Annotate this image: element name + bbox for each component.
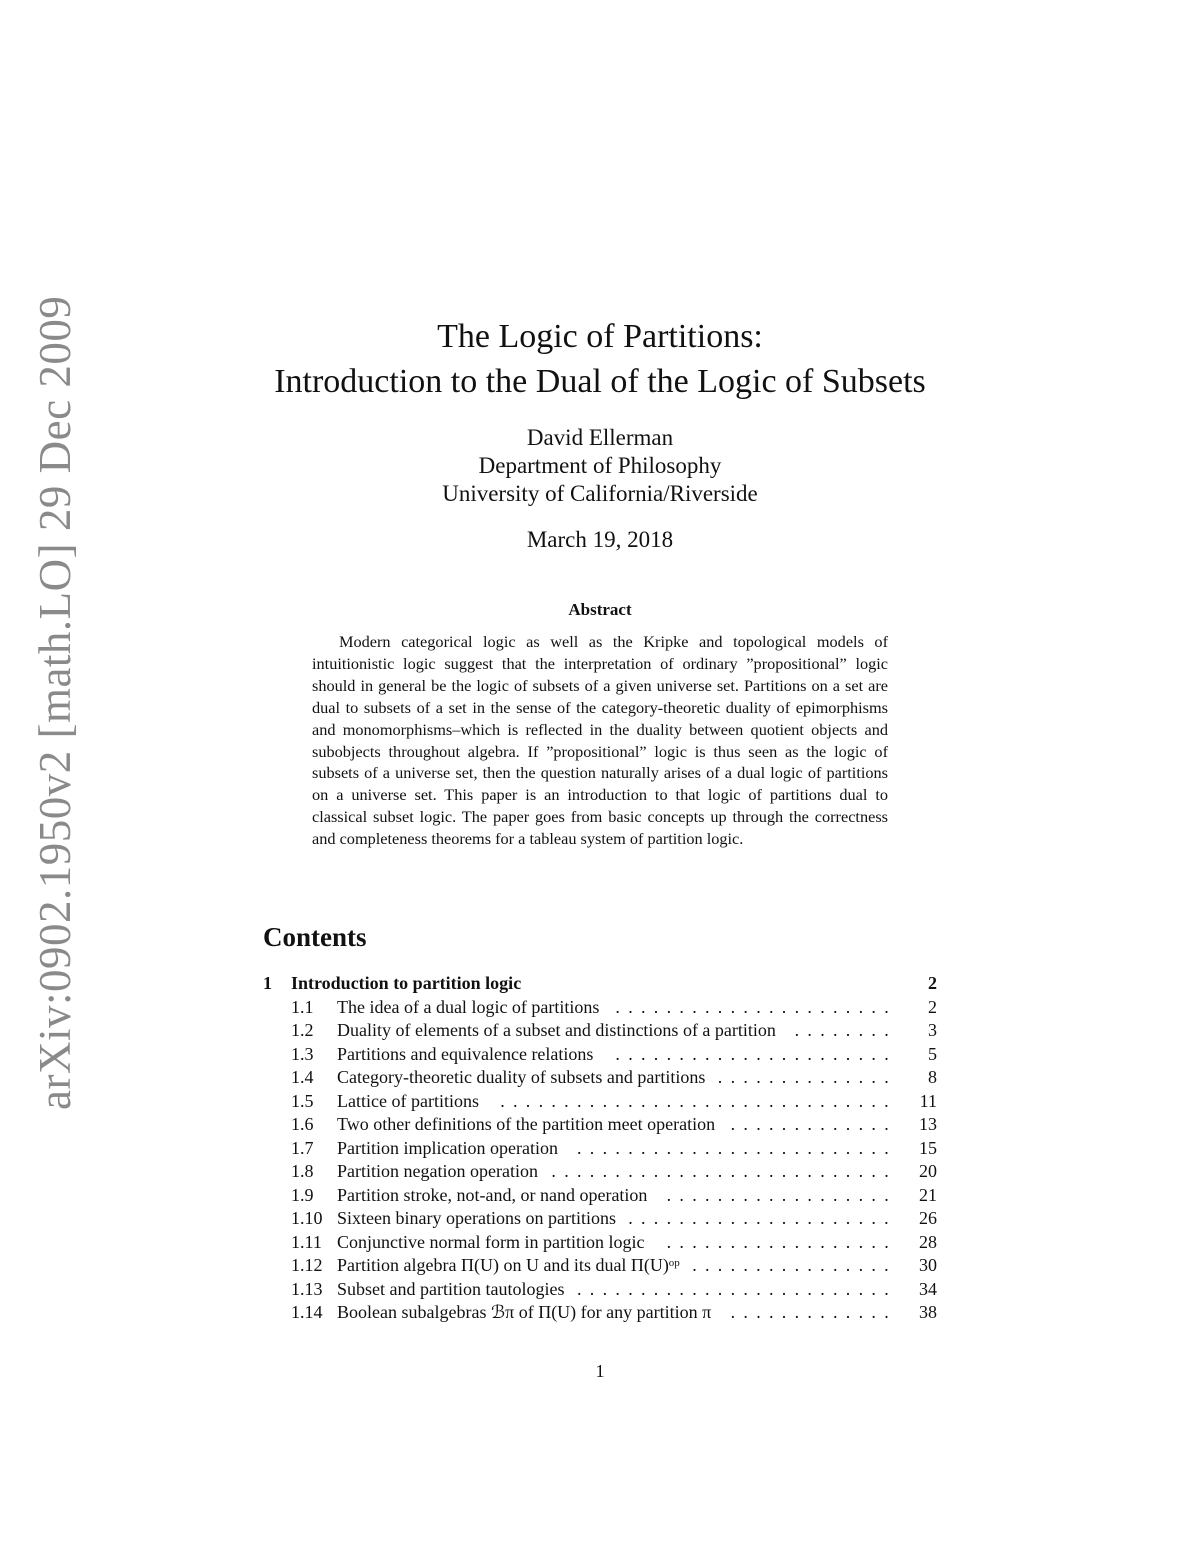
toc-entry-page: 8 — [928, 1067, 937, 1087]
toc-subsection-entry[interactable] — [263, 1160, 937, 1184]
toc-leader-dots: .................. — [666, 1184, 897, 1205]
toc-entry-number: 1.12 — [291, 1255, 323, 1275]
toc-leader-dots: .................. — [666, 1231, 897, 1252]
toc-subsection-entry[interactable] — [263, 1301, 937, 1325]
toc-entry-title: Partition algebra Π(U) on U and its dual Π(U)ᵒᵖ — [337, 1255, 680, 1275]
toc-subsection-entry[interactable] — [263, 996, 937, 1020]
toc-leader-dots: ...................... — [615, 996, 897, 1017]
title-line-2: Introduction to the Dual of the Logic of Subsets — [274, 363, 926, 400]
toc-leader-dots: ................ — [692, 1255, 897, 1275]
arxiv-margin-stamp: arXiv:0902.1950v2 [math.LO] 29 Dec 2009 — [30, 295, 80, 1110]
toc-entry-title: Partition implication operation — [337, 1137, 558, 1158]
toc-leader-dots: ...................... — [615, 1043, 897, 1064]
toc-entry-title: Sixteen binary operations on partitions — [337, 1208, 616, 1228]
toc-entry-number: 1.2 — [291, 1020, 314, 1040]
toc-subsection-entry[interactable] — [263, 1090, 937, 1114]
toc-entry-title: Partitions and equivalence relations — [337, 1043, 594, 1064]
toc-entry-number: 1.4 — [291, 1067, 314, 1087]
toc-entry-number: 1.6 — [291, 1114, 314, 1134]
toc-entry-page: 2 — [928, 996, 937, 1017]
toc-entry-page: 5 — [928, 1043, 937, 1064]
toc-entry-title: Boolean subalgebras ℬπ of Π(U) for any partition π — [337, 1302, 712, 1322]
toc-subsection-entry[interactable] — [263, 1254, 937, 1278]
toc-entry-title: Subset and partition tautologies — [337, 1278, 565, 1299]
toc-entry-page: 15 — [919, 1137, 937, 1158]
author-block — [0, 424, 1200, 508]
toc-entry-title: Category-theoretic duality of subsets and partitions — [337, 1067, 706, 1087]
toc-subsection-entry[interactable] — [263, 1066, 937, 1090]
toc-entry-number: 1.1 — [291, 996, 314, 1017]
toc-entry-title: Partition stroke, not-and, or nand operation — [337, 1184, 648, 1205]
toc-subsection-entry[interactable] — [263, 1278, 937, 1302]
toc-leader-dots: ..................... — [628, 1208, 897, 1228]
toc-entry-title: The idea of a dual logic of partitions — [337, 996, 600, 1017]
toc-entry-number: 1.3 — [291, 1043, 314, 1064]
toc-entry-page: 2 — [928, 973, 937, 993]
toc-subsection-entry[interactable] — [263, 1184, 937, 1208]
toc-entry-number: 1.13 — [291, 1278, 323, 1299]
toc-leader-dots: ........................... — [551, 1161, 897, 1181]
author-institution: University of California/Riverside — [442, 481, 758, 506]
toc-entry-number: 1.11 — [291, 1231, 322, 1252]
toc-entry-page: 34 — [919, 1278, 937, 1299]
toc-subsection-entry[interactable] — [263, 1137, 937, 1161]
toc-entry-title: Conjunctive normal form in partition logic — [337, 1231, 645, 1252]
toc-entry-page: 11 — [919, 1090, 937, 1111]
author-name: David Ellerman — [526, 425, 674, 450]
toc-entry-title: Partition negation operation — [337, 1161, 538, 1181]
toc-entry-page: 13 — [919, 1114, 937, 1134]
paper-title — [0, 314, 1200, 404]
toc-entry-page: 21 — [919, 1184, 937, 1205]
toc-entry-number: 1.5 — [291, 1090, 314, 1111]
toc-subsection-entry[interactable] — [263, 1019, 937, 1043]
toc-leader-dots: ............. — [730, 1302, 897, 1322]
toc-entry-number: 1.8 — [291, 1161, 314, 1181]
toc-entry-page: 30 — [919, 1255, 937, 1275]
abstract-text: Modern categorical logic as well as the Kripke and topological models of intuitionistic logic suggest that the interpretation of ordinary ”propositional” logic should in general be the logic of subsets of a given universe set. Partitions on a set are dual to subsets of a set in the sense of the category-theoretic duality of epimorphisms and monomorphisms–which is reflected in the duality between quotient objects and subobjects throughout algebra. If ”propositional” logic is thus seen as the logic of subsets of a universe set, then the question naturally arises of a dual logic of partitions on a universe set. This paper is an introduction to that logic of partitions dual to classical subset logic. The paper goes from basic concepts up through the correctness and completeness theorems for a tableau system of partition logic. — [312, 632, 888, 849]
toc-entry-page: 28 — [919, 1231, 937, 1252]
toc-entry-number: 1.7 — [291, 1137, 314, 1158]
toc-entry-number: 1.9 — [291, 1184, 314, 1205]
toc-subsection-entry[interactable] — [263, 1231, 937, 1255]
toc-subsection-entry[interactable] — [263, 1207, 937, 1231]
toc-leader-dots: ........ — [794, 1020, 897, 1040]
table-of-contents — [263, 972, 937, 1325]
page-number: 1 — [595, 1361, 605, 1381]
toc-entry-number: 1.14 — [291, 1302, 323, 1322]
toc-entry-page: 26 — [919, 1208, 937, 1228]
author-department: Department of Philosophy — [478, 453, 722, 478]
abstract-heading: Abstract — [568, 600, 632, 619]
toc-entry-title: Introduction to partition logic — [291, 973, 522, 993]
toc-entry-title: Duality of elements of a subset and distinctions of a partition — [337, 1020, 776, 1040]
toc-subsection-entry[interactable] — [263, 1113, 937, 1137]
toc-leader-dots: ......................... — [577, 1137, 897, 1158]
toc-leader-dots: .............. — [717, 1067, 897, 1087]
toc-section-entry[interactable] — [263, 972, 937, 996]
contents-heading: Contents — [263, 922, 367, 952]
paper-date: March 19, 2018 — [526, 527, 674, 552]
toc-leader-dots: ............................... — [500, 1090, 897, 1111]
title-line-1: The Logic of Partitions: — [437, 318, 763, 355]
toc-entry-title: Lattice of partitions — [337, 1090, 479, 1111]
toc-entry-page: 3 — [928, 1020, 937, 1040]
toc-entry-page: 20 — [919, 1161, 937, 1181]
toc-entry-title: Two other definitions of the partition meet operation — [337, 1114, 716, 1134]
toc-entry-number: 1 — [263, 973, 272, 993]
toc-leader-dots: ............. — [730, 1114, 897, 1134]
toc-entry-number: 1.10 — [291, 1208, 323, 1228]
toc-leader-dots: ......................... — [577, 1278, 897, 1299]
toc-entry-page: 38 — [919, 1302, 937, 1322]
toc-subsection-entry[interactable] — [263, 1043, 937, 1067]
